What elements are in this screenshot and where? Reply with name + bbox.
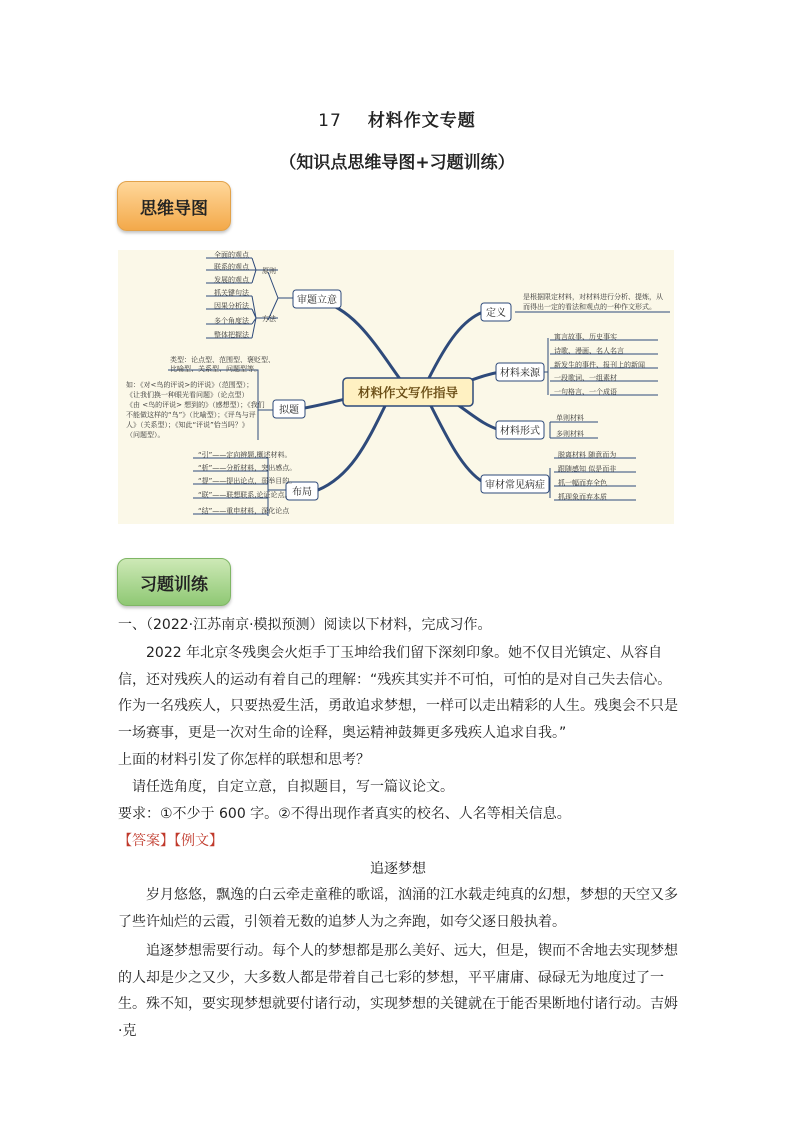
leaf-fangfa-2: 多个角度法 — [214, 317, 249, 325]
document-subtitle: （知识点思维导图+习题训练） — [279, 153, 515, 173]
laiyuan-item-0: 寓言故事、历史事实 — [554, 333, 617, 341]
leaf-fangfa: 方法 — [262, 315, 276, 323]
leaf-yuanze-1: 联系的观点 — [214, 263, 249, 271]
leaf-yuanze-2: 发展的观点 — [214, 276, 249, 284]
question-requirement: 要求：①不少于 600 字。②不得出现作者真实的校名、人名等相关信息。 — [118, 806, 571, 822]
branch-laiyuan: 材料来源 — [500, 368, 540, 379]
mindmap-center-label: 材料作文写作指导 — [357, 385, 459, 400]
question-material: 2022 年北京冬残奥会火炬手丁玉坤给我们留下深刻印象。她不仅目光镇定、从容自信，还对残疾人的运动有着自己的理解：“残疾其实并不可怕，可怕的是对自己失去信心。作为一名残疾人，只要热爱生活，勇敢追求梦想，一样可以走出精彩的人生。残奥会不只是一场赛事，更是一次对生命的诠释，奥运精神鼓舞更多残疾人追求自我。” — [118, 645, 678, 741]
mindmap-svg — [118, 250, 674, 524]
branch-bingzheng: 审材常见病症 — [485, 480, 545, 491]
document-title — [0, 106, 794, 131]
leaf-fangfa-1: 因果分析法 — [214, 302, 249, 310]
essay-paragraph-1: 岁月悠悠，飘逸的白云牵走童稚的歌谣，汹涌的江水载走纯真的幻想，梦想的天空又多了些许灿烂的云霞，引领着无数的追梦人为之奔跑，如夸父逐日般执着。 — [118, 887, 678, 930]
laiyuan-item-3: 一段歌词、一组素材 — [554, 374, 617, 382]
laiyuan-item-1: 诗歌、漫画、名人名言 — [554, 347, 624, 355]
question-task: 请任选角度，自定立意，自拟题目，写一篇议论文。 — [132, 779, 454, 795]
branch-dingyi: 定义 — [486, 308, 506, 319]
dingyi-text-0: 是根据限定材料，对材料进行分析、提炼，从 — [523, 293, 663, 301]
essay-paragraph-2: 追逐梦想需要行动。每个人的梦想都是那么美好、远大，但是，锲而不舍地去实现梦想的人却是少之又少，大多数人都是带着自己七彩的梦想，平平庸庸、碌碌无为地度过了一生。殊不知，要实现梦想就要付诸行动，实现梦想的关键就在于能否果断地付诸行动。吉姆·克 — [118, 943, 678, 1039]
niti-example-0: 如：《对<鸟的评说>的评说》（范围型）； — [126, 381, 254, 389]
essay-title: 追逐梦想 — [370, 861, 426, 877]
buju-item-4: “结”——重申材料，深化论点 — [198, 507, 290, 515]
xingshi-item-1: 多则材料 — [556, 430, 584, 438]
branch-niti: 拟题 — [279, 405, 299, 416]
branch-xingshi: 材料形式 — [500, 426, 540, 437]
buju-item-3: “联”——联想联系,论证论点。 — [198, 491, 292, 499]
niti-example-5: （问题型）。 — [126, 431, 165, 439]
bingzheng-item-2: 抓一幅而弃全色 — [558, 479, 607, 487]
bingzheng-item-3: 抓现象而弃本质 — [558, 493, 607, 501]
laiyuan-item-4: 一句格言、一个成语 — [554, 388, 617, 396]
bingzheng-item-1: 跟随感知 似是而非 — [558, 465, 617, 473]
niti-example-3: 不能做这样的“鸟”》（比喻型）；《评鸟与评 — [126, 411, 256, 419]
question-intro: 一、（2022·江苏南京·模拟预测）阅读以下材料，完成习作。 — [118, 617, 492, 633]
branch-buju: 布局 — [292, 487, 312, 498]
laiyuan-item-2: 新发生的事件、报刊上的新闻 — [554, 361, 645, 369]
exercise-section-badge: 习题训练 — [117, 558, 231, 606]
buju-item-1: “析”——分析材料，突出感点。 — [198, 464, 297, 472]
leaf-yuanze-0: 全面的观点 — [214, 251, 249, 259]
leaf-yuanze: 原则 — [262, 267, 276, 275]
xingshi-item-0: 单则材料 — [556, 414, 584, 422]
title-number: 17 — [318, 111, 342, 131]
bingzheng-item-0: 脱离材料 随意而为 — [558, 451, 617, 459]
dingyi-text-1: 而得出一定的看法和观点的一种作文形式。 — [523, 303, 656, 311]
niti-example-1: 《让我们换一种眼光看问题》（论点型） — [126, 391, 249, 399]
branch-shenti: 审题立意 — [297, 295, 337, 306]
niti-example-4: 人》（关系型）；《知此“评说”恰当吗？》 — [126, 421, 249, 429]
buju-item-0: “引”——定向辨题,概述材料。 — [198, 451, 292, 459]
buju-item-2: “提”——提出论点，弱举目的。 — [198, 477, 297, 485]
mindmap-section-badge: 思维导图 — [117, 181, 231, 231]
niti-example-2: 《由 <鸟的评说> 想到的》（感想型）；《我们 — [126, 401, 265, 409]
answer-label: 【答案】【例文】 — [118, 833, 223, 849]
question-prompt: 上面的材料引发了你怎样的联想和思考？ — [118, 752, 370, 768]
niti-type-0: 类型：论点型、范围型、褒贬型、 — [170, 356, 275, 364]
mindmap-figure — [118, 250, 674, 524]
title-text: 材料作文专题 — [367, 111, 476, 131]
leaf-fangfa-3: 整体把握法 — [214, 331, 249, 339]
leaf-fangfa-0: 抓关键句法 — [214, 289, 249, 297]
niti-type-1: 比喻型、关系型、问题型等。 — [170, 365, 261, 373]
